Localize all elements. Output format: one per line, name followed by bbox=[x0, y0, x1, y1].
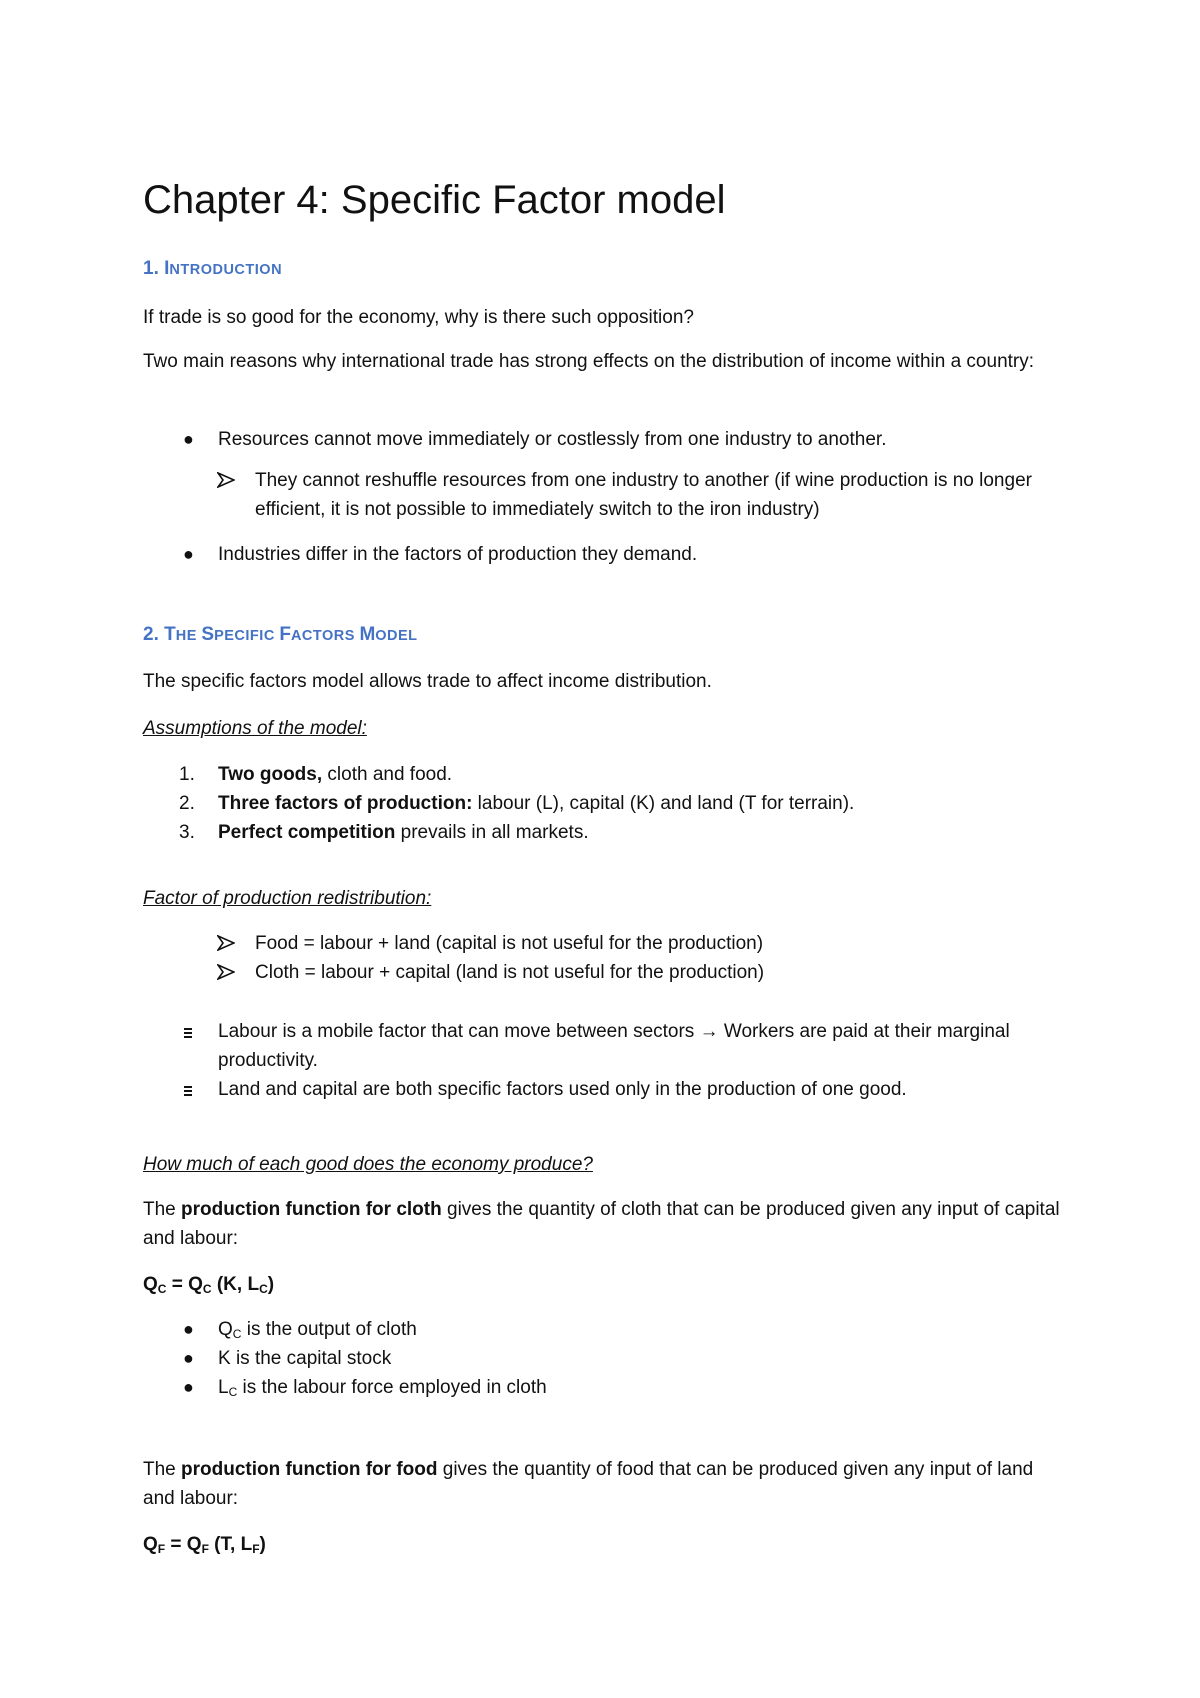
subscript: C bbox=[232, 1327, 242, 1341]
eq-part: Q bbox=[143, 1534, 158, 1555]
heading-smallcaps: ODEL bbox=[375, 628, 418, 644]
arrowhead-bullet-icon bbox=[217, 964, 235, 980]
heading-number: 1. bbox=[143, 258, 165, 279]
heading-initial: I bbox=[164, 258, 170, 279]
bold-term: Three factors of production: bbox=[218, 793, 473, 814]
eq-part: ) bbox=[267, 1274, 275, 1295]
heading-smallcaps: ACTORS bbox=[290, 628, 360, 644]
heading-smallcaps: HE bbox=[175, 628, 202, 644]
text: is the output of cloth bbox=[241, 1319, 417, 1340]
paragraph: The specific factors model allows trade to affect income distribution. bbox=[143, 671, 712, 692]
equation-food bbox=[143, 1530, 1063, 1559]
item-text: prevails in all markets. bbox=[395, 822, 589, 843]
subheading-redistribution: Factor of production redistribution: bbox=[143, 888, 432, 909]
list-item: Food = labour + land (capital is not useful for the production) bbox=[255, 933, 764, 954]
eq-subscript: F bbox=[201, 1542, 209, 1556]
eq-part: = bbox=[166, 1274, 189, 1295]
eq-part: (K, L bbox=[211, 1274, 260, 1295]
eq-subscript: F bbox=[252, 1542, 260, 1556]
item-text: Labour is a mobile factor that can move between sectors bbox=[218, 1021, 700, 1042]
heading-number: 2. bbox=[143, 624, 165, 645]
list-item: K is the capital stock bbox=[218, 1348, 392, 1369]
eq-part: Q bbox=[188, 1274, 203, 1295]
eq-subscript: C bbox=[157, 1282, 167, 1296]
list-item bbox=[218, 1017, 1038, 1075]
bullet-dot-icon: ● bbox=[183, 1377, 194, 1397]
right-arrow-icon: → bbox=[699, 1021, 719, 1042]
list-item bbox=[218, 789, 1063, 818]
item-text: cloth and food. bbox=[322, 764, 453, 785]
list-number: 2. bbox=[179, 793, 195, 814]
list-item bbox=[218, 1373, 547, 1402]
list-item bbox=[218, 1315, 417, 1344]
square-bullet-icon bbox=[183, 1023, 193, 1044]
text: Q bbox=[218, 1319, 233, 1340]
paragraph: If trade is so good for the economy, why is there such opposition? bbox=[143, 307, 694, 328]
list-item: Cloth = labour + capital (land is not useful for the production) bbox=[255, 962, 765, 983]
list-item: Resources cannot move immediately or costlessly from one industry to another. bbox=[218, 429, 887, 450]
bold-term: Two goods, bbox=[218, 764, 323, 785]
text: gives the quantity of food that can be produced given any input of land and labour: bbox=[143, 1459, 1034, 1509]
eq-part: Q bbox=[143, 1274, 158, 1295]
bullet-dot-icon: ● bbox=[183, 1319, 194, 1339]
arrowhead-bullet-icon bbox=[217, 935, 235, 951]
bullet-dot-icon: ● bbox=[183, 1348, 194, 1368]
eq-part: = bbox=[165, 1534, 187, 1555]
list-item: Industries differ in the factors of production they demand. bbox=[218, 544, 698, 565]
eq-subscript: C bbox=[202, 1282, 212, 1296]
bold-term: production function for food bbox=[181, 1459, 438, 1480]
square-bullet-icon bbox=[183, 1081, 193, 1102]
eq-part: Q bbox=[186, 1534, 202, 1555]
heading-initial: T bbox=[164, 624, 176, 645]
subscript: C bbox=[228, 1385, 238, 1399]
eq-part: (T, L bbox=[208, 1534, 253, 1555]
heading-initial: F bbox=[279, 624, 291, 645]
paragraph: Two main reasons why international trade has strong effects on the distribution of income within a country: bbox=[143, 351, 1035, 372]
heading-initial: S bbox=[201, 624, 215, 645]
eq-subscript: C bbox=[259, 1282, 268, 1296]
section-heading-introduction bbox=[143, 258, 282, 280]
item-text: Workers are paid at their marginal productivity. bbox=[218, 1021, 1010, 1071]
item-text: labour (L), capital (K) and land (T for terrain). bbox=[472, 793, 855, 814]
list-item bbox=[218, 818, 1063, 847]
paragraph bbox=[143, 1195, 1063, 1253]
list-item: Land and capital are both specific factors used only in the production of one good. bbox=[218, 1079, 907, 1100]
bold-term: production function for cloth bbox=[181, 1199, 442, 1220]
list-item: They cannot reshuffle resources from one industry to another (if wine production is no longer efficient, it is not possible to immediately switch to the iron industry) bbox=[255, 470, 1032, 520]
equation-cloth bbox=[143, 1270, 1063, 1299]
chapter-title: Chapter 4: Specific Factor model bbox=[143, 178, 726, 222]
section-heading-specific-factors-model bbox=[143, 624, 418, 646]
list-item bbox=[218, 760, 1063, 789]
text: L bbox=[218, 1377, 229, 1398]
eq-subscript: F bbox=[157, 1542, 166, 1556]
bullet-dot-icon: ● bbox=[183, 429, 194, 449]
list-number: 3. bbox=[179, 822, 195, 843]
subheading-assumptions: Assumptions of the model: bbox=[143, 718, 367, 739]
text: is the labour force employed in cloth bbox=[237, 1377, 547, 1398]
subheading-question: How much of each good does the economy produce? bbox=[143, 1154, 593, 1175]
text: The bbox=[143, 1199, 182, 1220]
bold-term: Perfect competition bbox=[218, 822, 396, 843]
bullet-dot-icon: ● bbox=[183, 544, 194, 564]
heading-initial: M bbox=[359, 624, 376, 645]
paragraph bbox=[143, 1455, 1063, 1513]
text: gives the quantity of cloth that can be produced given any input of capital and labour: bbox=[143, 1199, 1060, 1249]
text: The bbox=[143, 1459, 182, 1480]
eq-part: ) bbox=[259, 1534, 266, 1555]
heading-smallcaps: PECIFIC bbox=[214, 628, 280, 644]
heading-smallcaps: NTRODUCTION bbox=[169, 262, 283, 278]
list-number: 1. bbox=[179, 764, 195, 785]
arrowhead-bullet-icon bbox=[217, 472, 235, 488]
